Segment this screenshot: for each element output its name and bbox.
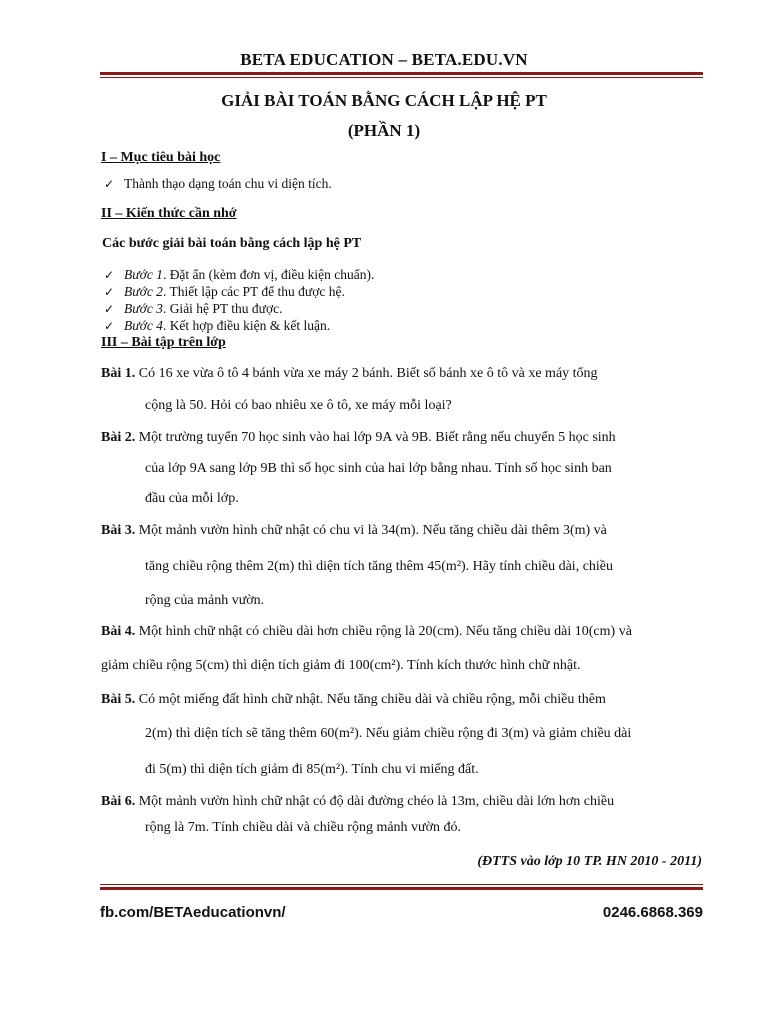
section-2-heading: II – Kiến thức cần nhớ (101, 206, 237, 221)
step-label: Bước 2 (124, 284, 163, 299)
problem-label: Bài 1. (101, 366, 136, 381)
step-label: Bước 4 (124, 318, 163, 333)
step-label: Bước 3 (124, 301, 163, 316)
document-title: GIẢI BÀI TOÁN BẰNG CÁCH LẬP HỆ PT (221, 91, 547, 110)
problem-line: giảm chiều rộng 5(cm) thì diện tích giảm đi 100(cm²). Tính kích thước hình chữ nhật. (101, 658, 581, 673)
document-subtitle: (PHẦN 1) (347, 121, 421, 140)
problem-2 (101, 430, 705, 446)
problem-line: Có một miếng đất hình chữ nhật. Nếu tăng chiều dài và chiều rộng, mỗi chiều thêm (138, 692, 606, 707)
problem-4 (101, 624, 705, 640)
problem-1 (101, 366, 705, 382)
problem-line: Có 16 xe vừa ô tô 4 bánh vừa xe máy 2 bánh. Biết số bánh xe ô tô và xe máy tổng (138, 366, 598, 381)
checkmark-icon: ✓ (104, 319, 115, 333)
problem-3 (101, 523, 705, 539)
problem-line: 2(m) thì diện tích sẽ tăng thêm 60(m²). Nếu giảm chiều rộng đi 3(m) và giảm chiều dài (145, 726, 632, 741)
header-brand: BETA EDUCATION – BETA.EDU.VN (240, 50, 528, 69)
problem-label: Bài 3. (101, 523, 136, 538)
problem-line: đi 5(m) thì diện tích giảm đi 85(m²). Tính chu vi miếng đất. (145, 762, 479, 777)
problem-6 (101, 794, 705, 810)
header-rule-thick (100, 72, 703, 75)
step-item (104, 301, 283, 317)
step-text: . Thiết lập các PT để thu được hệ. (162, 284, 345, 299)
problem-line: Một mảnh vườn hình chữ nhật có chu vi là 34(m). Nếu tăng chiều dài thêm 3(m) và (138, 523, 607, 538)
section-3-heading: III – Bài tập trên lớp (101, 335, 226, 350)
problem-line: của lớp 9A sang lớp 9B thì số học sinh của hai lớp bằng nhau. Tính số học sinh ban (145, 461, 612, 476)
checkmark-icon: ✓ (104, 302, 115, 316)
step-item (104, 318, 330, 334)
step-text: . Kết hợp điều kiện & kết luận. (162, 318, 331, 333)
objective-text: Thành thạo dạng toán chu vi diện tích. (124, 176, 332, 191)
step-item (104, 284, 345, 300)
problem-line: cộng là 50. Hỏi có bao nhiêu xe ô tô, xe máy mỗi loại? (145, 398, 452, 413)
footer-rule-thin (100, 884, 703, 885)
step-text: . Đặt ẩn (kèm đơn vị, điều kiện chuẩn). (162, 267, 375, 282)
footer-phone: 0246.6868.369 (602, 904, 703, 921)
footer-rule-thick (100, 887, 703, 890)
problem-5 (101, 692, 705, 708)
problem-line: Một trường tuyển 70 học sinh vào hai lớp 9A và 9B. Biết rằng nếu chuyển 5 học sinh (138, 430, 616, 445)
problem-label: Bài 5. (101, 692, 136, 707)
problem-line: Một hình chữ nhật có chiều dài hơn chiều rộng là 20(cm). Nếu tăng chiều dài 10(cm) và (138, 624, 632, 639)
checkmark-icon: ✓ (104, 285, 115, 299)
header-rule-thin (100, 77, 703, 78)
section-1-heading: I – Mục tiêu bài học (101, 150, 221, 165)
checkmark-icon: ✓ (104, 177, 115, 191)
step-item (104, 267, 374, 283)
exam-source: (ĐTTS vào lớp 10 TP. HN 2010 - 2011) (477, 854, 702, 869)
problem-line: rộng của mảnh vườn. (145, 593, 265, 608)
problem-line: đầu của mỗi lớp. (145, 491, 239, 506)
checkmark-icon: ✓ (104, 268, 115, 282)
objective-item (104, 176, 332, 192)
footer-facebook-link[interactable]: fb.com/BETAeducationvn/ (100, 904, 286, 921)
problem-label: Bài 6. (101, 794, 136, 809)
step-label: Bước 1 (124, 267, 163, 282)
problem-line: tăng chiều rộng thêm 2(m) thì diện tích tăng thêm 45(m²). Hãy tính chiều dài, chiều (145, 559, 614, 574)
problem-line: rộng là 7m. Tính chiều dài và chiều rộng mảnh vườn đó. (145, 820, 462, 835)
steps-heading: Các bước giải bài toán bằng cách lập hệ PT (102, 236, 362, 251)
problem-label: Bài 2. (101, 430, 136, 445)
problem-line: Một mảnh vườn hình chữ nhật có độ dài đường chéo là 13m, chiều dài lớn hơn chiều (138, 794, 615, 809)
problem-label: Bài 4. (101, 624, 136, 639)
step-text: . Giải hệ PT thu được. (162, 301, 283, 316)
